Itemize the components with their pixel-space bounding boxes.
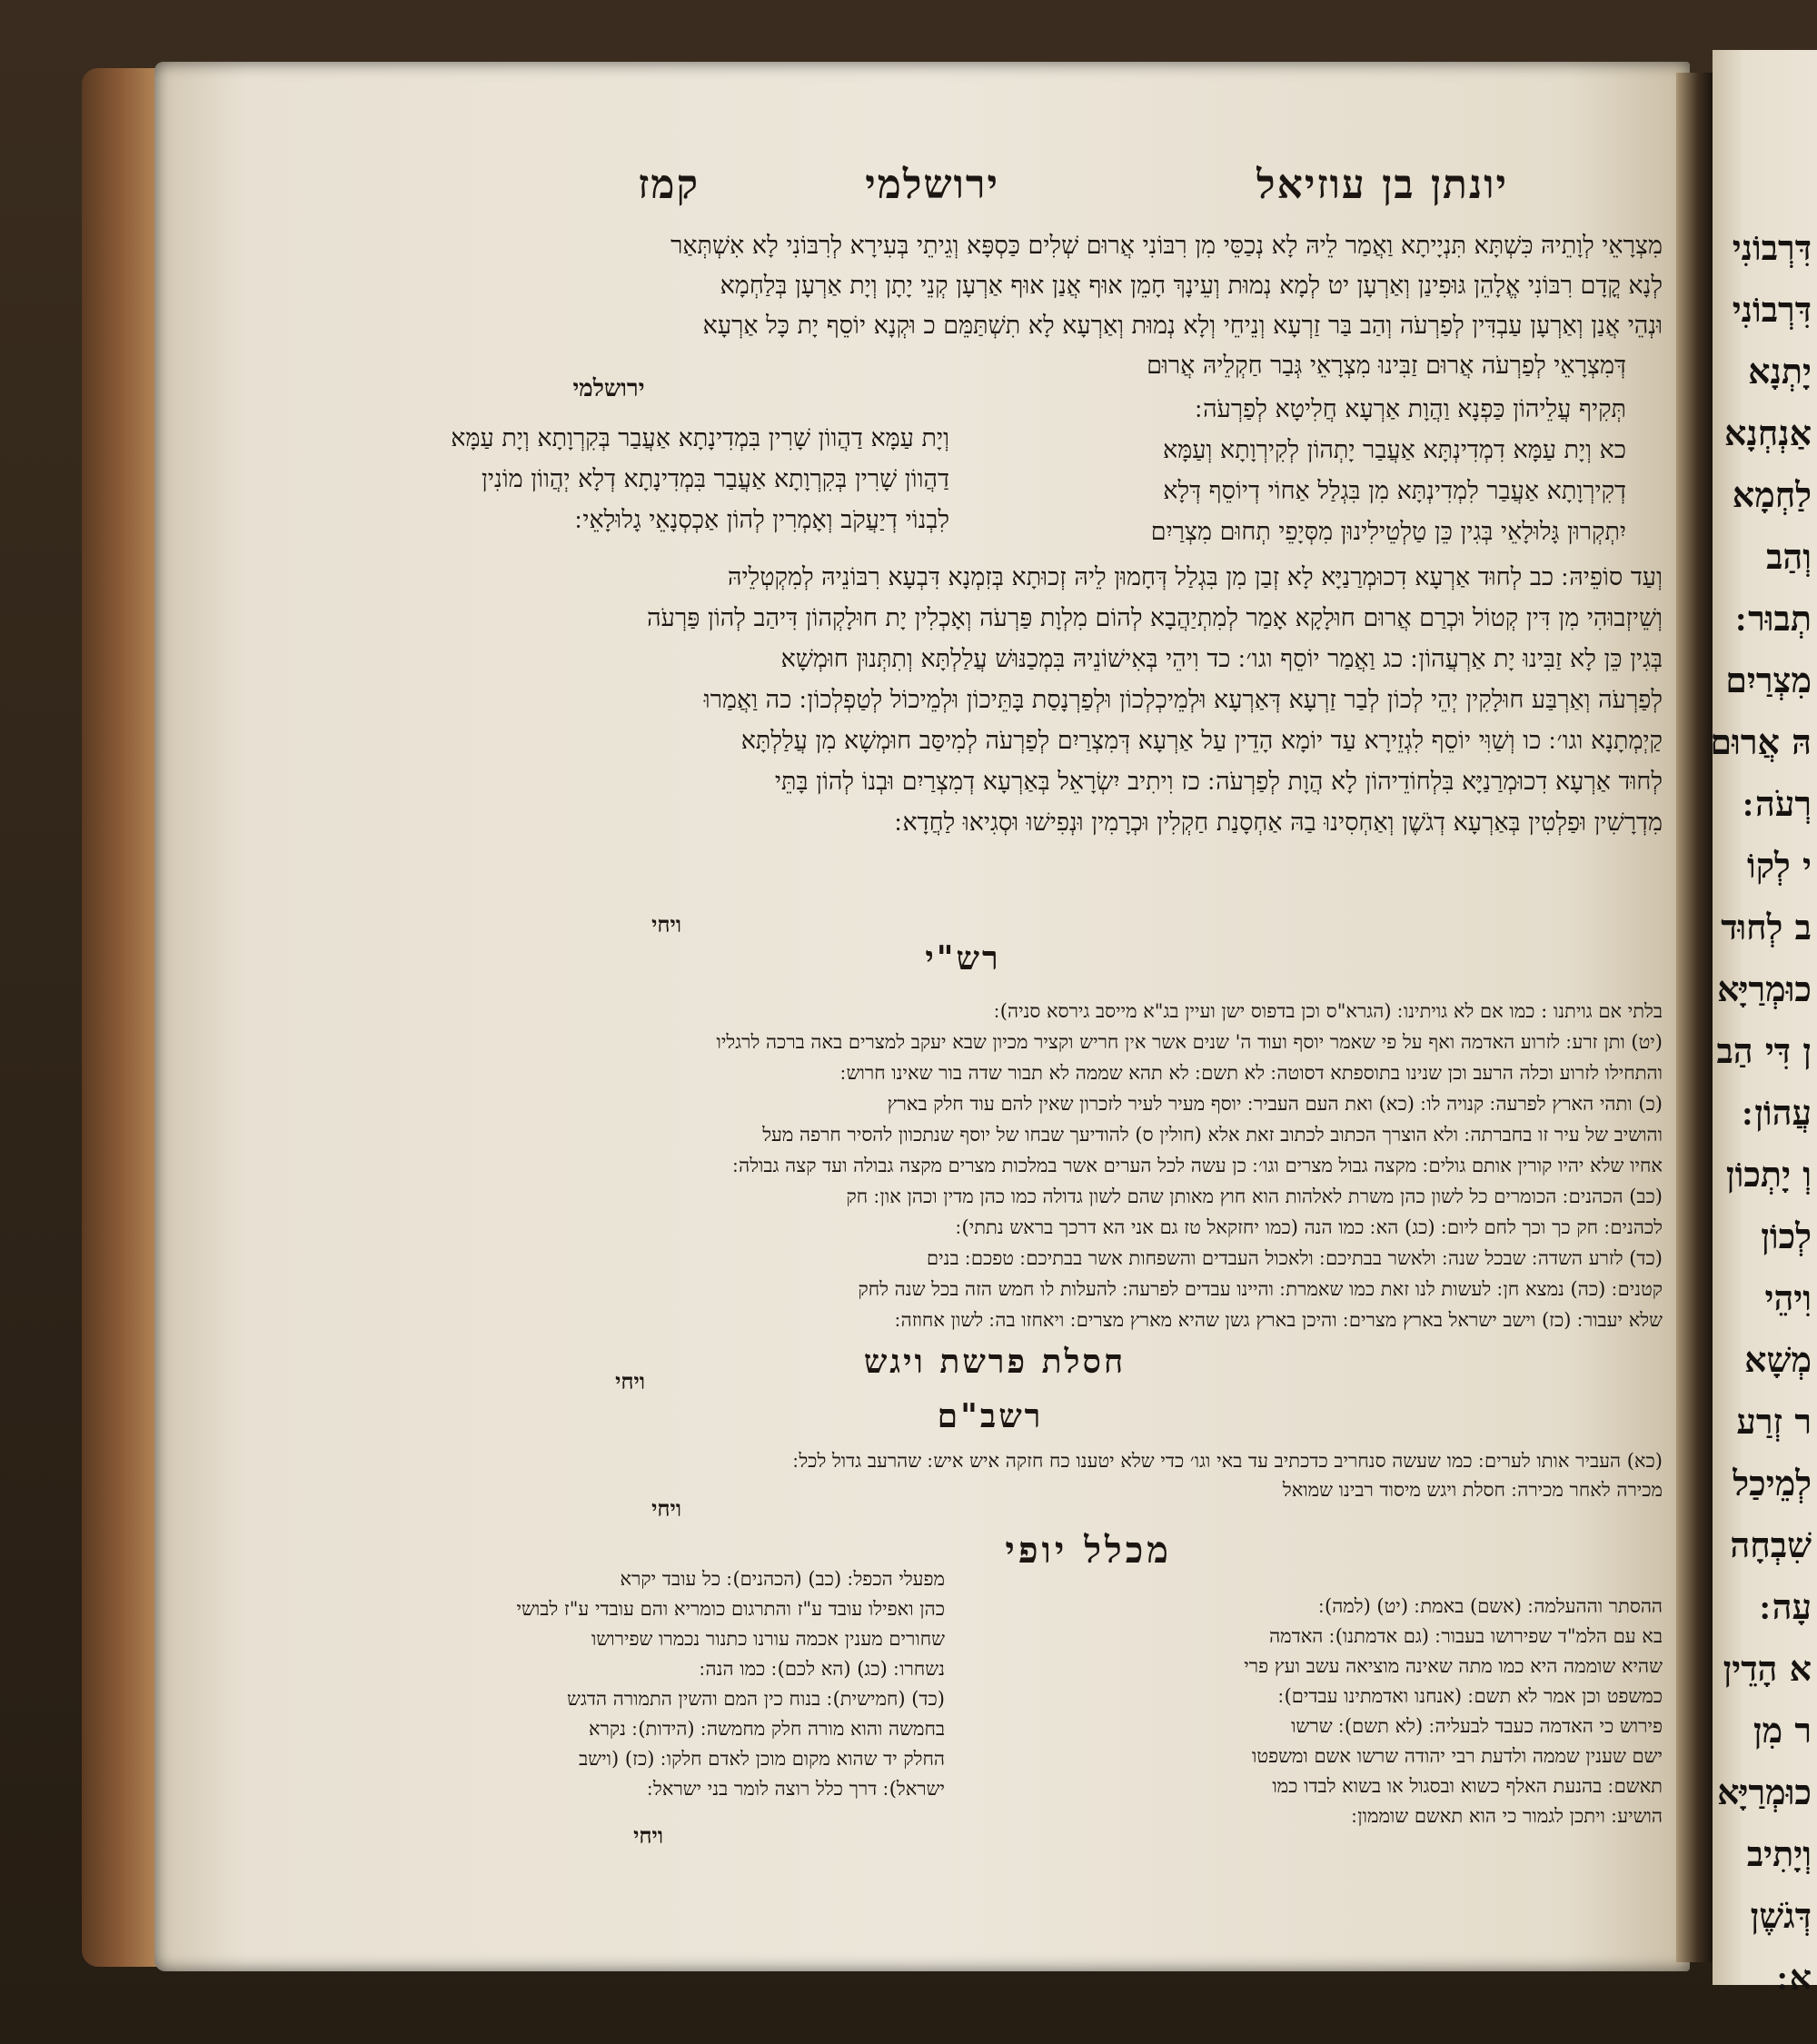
adjacent-page-line: א ׃ — [1777, 1957, 1812, 1998]
michlal-yofi-line: הושיע ׃ ויתכן לגמור כי הוא תאשם שוממון ׃ — [1351, 1805, 1663, 1827]
rashi-line: (כב) הכהנים ׃ הכומרים כל לשון כהן משרת לאלהות הוא חוץ מאותן שהם לשון גדולה כמו כהן מדין וכהן און ׃ חק — [846, 1186, 1663, 1207]
adjacent-page-line: דִּרְבוֹנִי — [1732, 227, 1812, 268]
adjacent-page-line: אַנְחְנָא — [1723, 412, 1812, 453]
adjacent-page-line: דִּרְבוֹנִי — [1732, 289, 1812, 330]
catchword-1: ויחי — [651, 911, 681, 938]
main-text-line: מִדְרָשִׁין וּפַלְטִין בְּאַרְעָא דְגֹשֶׁן וְאַחְסִינוּ בַהּ אַחְסָנַת חַקְלִין וּכְרָמִין וּנְפִישׁוּ וּסְגִיאוּ לַחֲדָא ׃ — [894, 809, 1663, 837]
main-text-line: וְשֵׁיזְבוּהִי מִן דִּין קְטוֹל וּכְרַם אֲרוּם חוּלָקָא אָמַר לְמִתְיַהֲבָא לְהוֹם מִלְוָת פַּרְעֹה וְאָכְלִין יָת חוּלָקְהוֹן דִּיהַב לְהוֹן פַּרְעֹה — [647, 604, 1663, 632]
jerusalmi-line: וְיָת עַמָּא דַהֲווֹן שָׁרִין בִּמְדִינָתָא אַעֲבַר בְּקִרְוָתָא וְיָת עַמָּא — [451, 424, 949, 452]
adjacent-page-line: יָתְנָא — [1748, 351, 1812, 392]
rashi-title: רש"י — [925, 939, 1001, 977]
adjacent-page-line: מְשָׁא — [1744, 1339, 1812, 1380]
michlal-yofi-line: כמשפט וכן אמר לא תשם ׃ (אנחנו ואדמתינו עבדים) ׃ — [1277, 1685, 1663, 1707]
michlal-yofi-line: כהן ואפילו עובד ע"ז והתרגום כומריא והם עובדי ע"ז לבושי — [516, 1598, 945, 1620]
parasha-end-title: חסלת פרשת ויגש — [863, 1343, 1127, 1381]
adjacent-page-line: א הָדֵין — [1723, 1648, 1812, 1689]
running-header-right: יונתן בן עוזיאל — [1256, 162, 1508, 208]
main-text-line: מִצְרָאֵי לְוָתֵיהּ כִּשְׁתָּא תִּנְיָיתָא וַאֲמַר לֵיהּ לָא נְכַסֵּי מִן רִבּוֹנִי אֲרוּם שְׁלִים כַּסְפָּא וְגֵיתֵי בְּעִירָא לְרִבּוֹנִי לָא אִשְׁתְּאַר — [670, 232, 1663, 260]
adjacent-page-line: וִיהֵי — [1764, 1277, 1812, 1318]
rashi-line: והתחילו לזרוע וכלה הרעב וכן שנינו בתוספתא דסוטה ׃ לא תשם ׃ לא תהא שממה לא תבור שדה בור שאינו חרוש ׃ — [839, 1062, 1663, 1084]
rashi-line: קטנים ׃ (כה) נמצא חן ׃ לעשות לנו זאת כמו שאמרת ׃ והיינו עבדים לפרעה ׃ להעלות לו חמש הזה בכל שנה לחק — [858, 1278, 1663, 1300]
running-header-center: ירושלמי — [865, 162, 999, 208]
main-text-line: לְפַרְעֹה וְאַרְבַּע חוּלָקִין יְהֵי לְכוֹן לְבַר זַרְעָא דְּאַרְעָא וּלְמֵיכְלְכוֹן וּלְפַרְנָסַת בָּתֵּיכוֹן וּלְמֵיכוֹל לְטַפְלְכוֹן ׃ כה וַאֲמַרוּ — [703, 686, 1663, 714]
michlal-yofi-line: החלק יד שהוא מקום מוכן לאדם חלקו ׃ (כז) (וישב — [579, 1748, 945, 1770]
main-text-line: דְקִירְוָתָא אַעֲבַר לִמְדִינְתָּא מִן בִּגְלַל אַחוֹי דְיוֹסֵף דְּלָא — [1163, 477, 1626, 505]
michlal-yofi-line: מפעלי הכפל ׃ (כב) (הכהנים) ׃ כל עובד יקרא — [620, 1568, 945, 1590]
adjacent-page-line: וְ יָתְכוֹן — [1725, 1154, 1812, 1195]
michlal-yofi-line: פירוש כי האדמה כעבד לבעליה ׃ (לא תשם) ׃ שרשו — [1291, 1715, 1663, 1737]
adjacent-page-line: שִׁבְחָה — [1730, 1524, 1812, 1565]
adjacent-page-line: לַחְמָא — [1732, 474, 1812, 515]
michlal-yofi-line: שחורים מענין אכמה עורנו כתנור נכמרו שפירושו — [591, 1628, 945, 1650]
michlal-yofi-line: בחמשה והוא מורה חלק מחמשה ׃ (הידות) ׃ נקרא — [589, 1718, 945, 1740]
jerusalmi-box-title: ירושלמי — [572, 375, 645, 402]
rashi-line: שלא יעבור ׃ (כז) וישב ישראל בארץ מצרים ׃ והיכן בארץ גשן שהיא מארץ מצרים ׃ ויאחזו בה ׃ לשון אחוזה ׃ — [894, 1309, 1663, 1331]
adjacent-page-line: י לְקוֹ — [1746, 845, 1812, 886]
jerusalmi-line: דַהֲווֹן שָׁרִין בְּקִרְוָתָא אַעֲבַר בִּמְדִינָתָא דְלָא יְהֲווֹן מוֹנִין — [481, 465, 949, 493]
main-text-line: יִתְקְרוּן גָּלוּלָאֵי בְּגִין כֵּן טַלְטֵילִינוּן מִסְּיָפֵי תְחוּם מִצְרַיִם — [1150, 518, 1626, 546]
michlal-yofi-line: בא עם הלמ"ד שפירושו בעבור ׃ (גם אדמתנו) ׃ האדמה — [1269, 1625, 1663, 1647]
catchword-2: ויחי — [615, 1368, 645, 1394]
main-text-line: תְּקִיף עֲלֵיהוֹן כַּפְנָא וַהֲוָת אַרְעָא חֲלִיטָא לְפַרְעֹה ׃ — [1195, 395, 1626, 423]
jerusalmi-line: לִבְנוֹי דְיַעֲקֹב וְאָמְרִין לְהוֹן אַכְסְנָאֵי גָלוּלָאֵי ׃ — [574, 506, 949, 534]
rashbam-title: רשב"ם — [937, 1397, 1044, 1435]
rashi-line: (כ) ותהי הארץ לפרעה ׃ קנויה לו ׃ (כא) ואת העם העביר ׃ יוסף מעיר לעיר לזכרון שאין להם עוד חלק בארץ — [887, 1093, 1663, 1115]
main-text-line: לְחוּד אַרְעָא דִכוּמְרַנַיָּא בִּלְחוֹדֵיהוֹן לָא הֲוָת לְפַרְעֹה ׃ כז וִיתִיב יִשְׂרָאֵל בְּאַרְעָא דְמִצְרַיִם וּבְנוֹ לְהוֹן בָּתֵּי — [774, 768, 1663, 796]
adjacent-page-line: תְבוּר ׃ — [1735, 598, 1812, 639]
michlal-yofi-line: שהיא שוממה היא כמו מתה שאינה מוציאה עשב ועץ פרי — [1244, 1655, 1663, 1677]
rashi-line: לכהנים ׃ חק כך וכך לחם ליום ׃ (כג) הא ׃ כמו הנה (כמו יחזקאל טז גם אני הא דרכך בראש נתתי) ׃ — [955, 1216, 1663, 1238]
adjacent-page-line: וְיָתִיב — [1746, 1833, 1812, 1874]
michlal-yofi-title: מכלל יופי — [1005, 1529, 1172, 1572]
michlal-yofi-line: נשחרו ׃ (כג) (הא לכם) ׃ כמו הנה ׃ — [699, 1658, 945, 1680]
rashbam-line: (כא) העביר אותו לערים ׃ כמו שעשה סנחריב כדכתיב עד באי וגו׳ כדי שלא יטענו כח חזקה איש איש ׃ שהרעב גדול לכל ׃ — [792, 1450, 1663, 1472]
michlal-yofi-line: תאשם ׃ בהנעת האלף כשוא ובסגול או בשוא לבדו כמו — [1272, 1775, 1663, 1797]
rashi-line: (כד) לזרע השדה ׃ שבכל שנה ׃ ולאשר בבתיכם ׃ ולאכול העבדים והשפחות אשר בבתיכם ׃ טפכם ׃ בנים — [927, 1247, 1663, 1269]
adjacent-page-line: ב לְחוּד — [1721, 907, 1812, 948]
book-gutter — [1676, 73, 1713, 1962]
adjacent-page-line: לְכוֹן — [1761, 1215, 1812, 1256]
adjacent-page-line: עָה ׃ — [1760, 1586, 1812, 1627]
rashi-line: בלתי אם גויתנו : כמו אם לא גויתינו ׃ (הגרא"ס וכן בדפוס ישן ועיין בג"א מייסב גירסא סניה) ׃ — [994, 1000, 1663, 1022]
adjacent-page-line: כוּמְרַיָּא — [1717, 968, 1812, 1009]
adjacent-page-line: עֲהוֹן ׃ — [1743, 1092, 1812, 1133]
main-text-line: וְעַד סוֹפֵיהּ ׃ כב לְחוּד אַרְעָא דִכוּמְרַנַיָּא לָא זְבַן מִן בִּגְלַל דְּחָמוּן לֵיהּ זְכוּתָא בְּזִמְנָא דִּבְעָא רִבּוֹנֵיהּ לְמִקְטְלֵיהּ — [727, 563, 1663, 591]
michlal-yofi-line: ישראל) ׃ דרך כלל רוצה לומר בני ישראל ׃ — [647, 1778, 945, 1800]
adjacent-page-fragment — [1710, 50, 1817, 1998]
main-text-line: וּנְהֵי אֲנַן וְאַרְעָן עַבְדִּין לְפַרְעֹה וְהַב בַּר זַרְעָא וְנֵיחֵי וְלָא נְמוּת וְאַרְעָא לָא תִשְׁתַּמֵּם כ וּקְנָא יוֹסֵף יָת כָּל אַרְעָא — [702, 312, 1663, 340]
adjacent-page-line: כוּמְרַיָּא — [1717, 1771, 1812, 1812]
main-text-line: בְּגִין כֵּן לָא זַבִּינוּ יָת אַרְעֲהוֹן ׃ כג וַאֲמַר יוֹסֵף וגו׳ ׃ כד וִיהֵי בְּאִישׁוֹנֵיהּ בִּמְכַנּוּשׁ עֲלַלְתָּא וְתִתְּנוּן חוּמְשָׁא — [780, 645, 1663, 673]
book-page — [154, 62, 1690, 1971]
rashi-line: (יט) ותן זרע ׃ לזרוע האדמה ואף על פי שאמר יוסף ועוד ה' שנים אשר אין חריש וקציר מכיון שבא יעקב למצרים באה ברכה לרגליו — [716, 1031, 1663, 1053]
adjacent-page-line: לְמֵיכַל — [1733, 1463, 1812, 1503]
michlal-yofi-line: ישם שענין שממה ולדעת רבי יהודה שרשו אשם ומשפטו — [1252, 1745, 1663, 1767]
michlal-yofi-line: ההסתר וההעלמה ׃ (אשם) באמת ׃ (יט) (למה) ׃ — [1318, 1595, 1663, 1617]
rashi-line: אחיו שלא יהיו קורין אותם גולים ׃ מקצה גבול מצרים וגו׳ ׃ כן עשה לכל הערים אשר במלכות מצרים מקצה גבולה ועד קצה גבולה ׃ — [732, 1155, 1663, 1176]
rashbam-line: מכירה לאחר מכירה ׃ חסלת ויגש מיסוד רבינו שמואל — [1282, 1479, 1663, 1501]
main-text-line: קַיְמְתָנָא וגו׳ ׃ כו וְשַׁוִּי יוֹסֵף לִגְזֵירָא עַד יוֹמָא הָדֵין עַל אַרְעָא דְּמִצְרַיִם לְפַרְעֹה לְמִיסַּב חוּמְשָׁא מִן עֲלַלְתָּא — [740, 727, 1663, 755]
page-number: קמז — [638, 162, 700, 208]
adjacent-page-line: וְהַב — [1766, 536, 1812, 577]
adjacent-page-line: דְּגֹשֶׁן — [1750, 1895, 1812, 1936]
adjacent-page-line: ן דִּי הַב — [1716, 1030, 1812, 1071]
adjacent-page-line: מִצְרַיִם — [1725, 660, 1812, 700]
michlal-yofi-line: (כד) (חמישית) ׃ בנוח כין המם והשין התמורה הדגש — [567, 1688, 945, 1710]
catchword-3: ויחי — [651, 1495, 681, 1522]
rashi-line: והושיב של עיר זו בחברתה ׃ ולא הוצרך הכתוב לכתוב זאת אלא (חולין ס) להודיעך שבחו של יוסף שנתכוון להסיר חרפה מעל — [762, 1124, 1663, 1146]
main-text-line: לְנָא קֳדָם רִבּוֹנִי אֱלָהֵן גּוּפִינַן וְאַרְעָן יט לְמָא נְמוּת וְעֵינָךְ חָמֵן אוּף אֲנַן אוּף אַרְעָן קְנֵי יָתָן וְיָת אַרְעָן בְּלַחְמָא — [720, 272, 1663, 300]
adjacent-page-line: רְעֹה ׃ — [1743, 783, 1812, 824]
main-text-line: כא וְיָת עַמָּא דִמְדִינְתָּא אַעֲבַר יָתְהוֹן לְקִירְוָתָא וְעַמָּא — [1163, 436, 1626, 464]
adjacent-page-line: ר מִן — [1752, 1710, 1812, 1751]
main-text-line: דְּמִצְרָאֵי לְפַרְעֹה אֲרוּם זַבִּינוּ מִצְרָאֵי גְּבַר חַקְלֵיהּ אֲרוּם — [1147, 352, 1626, 380]
adjacent-page-line: ר זְרַע — [1736, 1401, 1812, 1442]
catchword-4: ויחי — [633, 1822, 663, 1849]
adjacent-page-line: הּ אֲרוּם — [1710, 721, 1812, 762]
